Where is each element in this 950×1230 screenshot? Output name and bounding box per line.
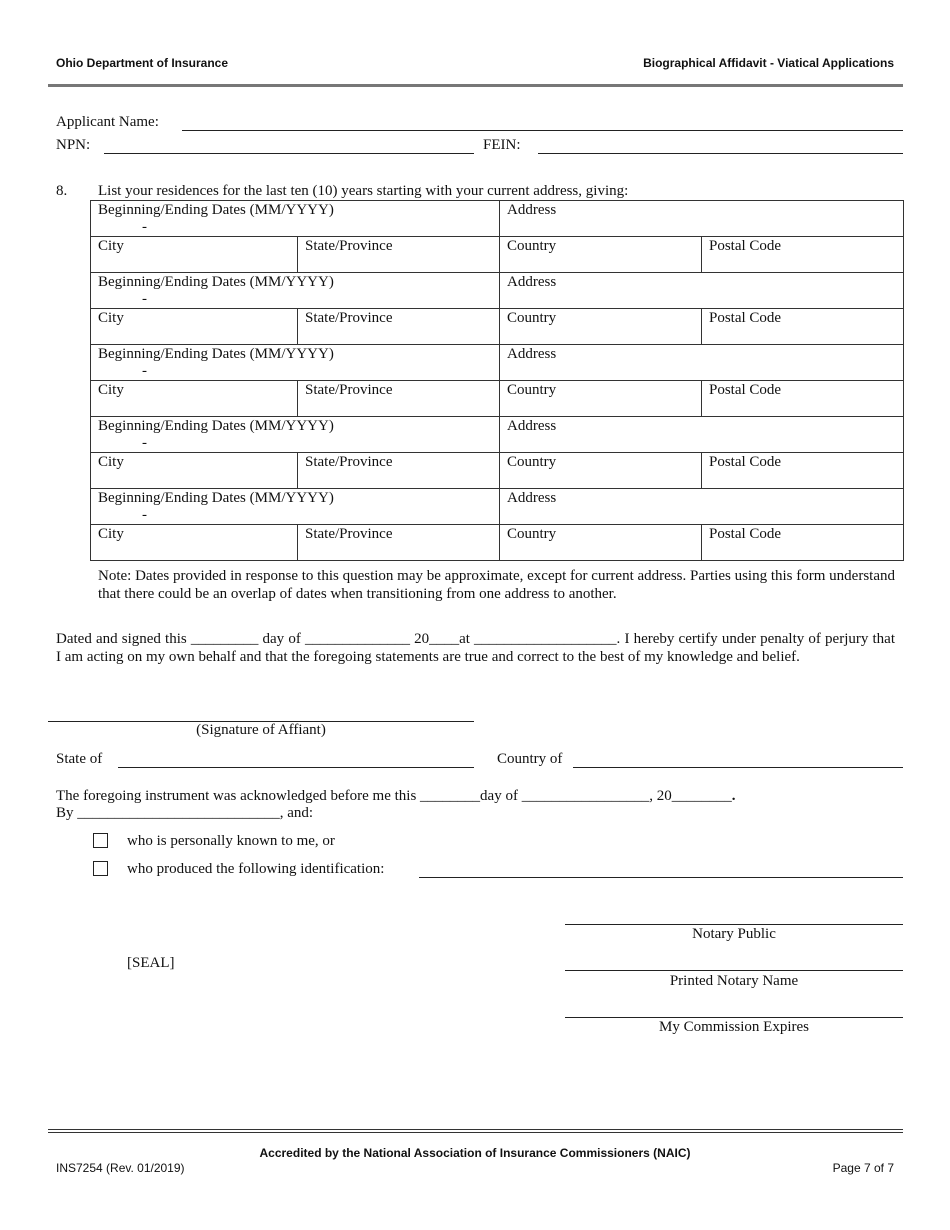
postal-label: Postal Code bbox=[709, 310, 782, 326]
applicant-name-field[interactable] bbox=[182, 130, 903, 131]
residence-note: Note: Dates provided in response to this question may be approximate, except for current address. Parties using this form understand that there could be an overlap of dates when transitioning from one address to another. bbox=[98, 568, 895, 602]
seal-placeholder: [SEAL] bbox=[127, 955, 175, 971]
notary-public-caption: Notary Public bbox=[692, 926, 776, 942]
dates-separator: - bbox=[142, 219, 147, 235]
state-label: State/Province bbox=[305, 454, 393, 470]
produced-identification-checkbox[interactable] bbox=[93, 861, 108, 876]
postal-cell[interactable] bbox=[702, 309, 904, 345]
acknowledgment-period: . bbox=[731, 788, 736, 804]
acknowledgment-line bbox=[56, 788, 735, 805]
dates-label: Beginning/Ending Dates (MM/YYYY) bbox=[98, 202, 334, 218]
state-cell[interactable] bbox=[298, 237, 500, 273]
country-label: Country bbox=[507, 526, 557, 542]
table-row bbox=[91, 201, 904, 237]
state-of-label: State of bbox=[56, 751, 103, 767]
address-label: Address bbox=[507, 490, 557, 506]
table-row bbox=[91, 309, 904, 345]
dates-label: Beginning/Ending Dates (MM/YYYY) bbox=[98, 346, 334, 362]
state-cell[interactable] bbox=[298, 525, 500, 561]
identification-field[interactable] bbox=[419, 877, 903, 878]
table-row bbox=[91, 453, 904, 489]
personally-known-checkbox[interactable] bbox=[93, 833, 108, 848]
table-row bbox=[91, 237, 904, 273]
postal-label: Postal Code bbox=[709, 382, 782, 398]
question-number: 8. bbox=[56, 183, 68, 199]
city-cell[interactable] bbox=[91, 381, 298, 417]
city-cell[interactable] bbox=[91, 525, 298, 561]
address-label: Address bbox=[507, 274, 557, 290]
postal-cell[interactable] bbox=[702, 237, 904, 273]
applicant-name-label: Applicant Name: bbox=[56, 114, 159, 130]
state-label: State/Province bbox=[305, 310, 393, 326]
city-label: City bbox=[98, 310, 124, 326]
dates-label: Beginning/Ending Dates (MM/YYYY) bbox=[98, 274, 334, 290]
state-cell[interactable] bbox=[298, 309, 500, 345]
npn-field[interactable] bbox=[104, 153, 474, 154]
produced-identification-label: who produced the following identification: bbox=[127, 861, 385, 877]
header-department: Ohio Department of Insurance bbox=[56, 56, 229, 70]
state-label: State/Province bbox=[305, 238, 393, 254]
dated-signed-statement: Dated and signed this _________ day of ______________ 20____at ___________________. I hereby certify under penalty of perjury that I am acting on my own behalf and that the foregoing statements are true and correct to the best of my knowledge and belief. bbox=[56, 631, 895, 665]
header-divider bbox=[48, 84, 903, 87]
state-of-field[interactable] bbox=[118, 767, 474, 768]
footer-page-number: Page 7 of 7 bbox=[832, 1161, 894, 1175]
country-of-label: Country of bbox=[497, 751, 563, 767]
country-label: Country bbox=[507, 454, 557, 470]
country-cell[interactable] bbox=[500, 525, 702, 561]
address-label: Address bbox=[507, 202, 557, 218]
city-label: City bbox=[98, 454, 124, 470]
address-cell[interactable] bbox=[500, 417, 904, 453]
city-label: City bbox=[98, 382, 124, 398]
npn-label: NPN: bbox=[56, 137, 91, 153]
dates-separator: - bbox=[142, 435, 147, 451]
footer-accreditation: Accredited by the National Association of Insurance Commissioners (NAIC) bbox=[259, 1146, 691, 1160]
dates-separator: - bbox=[142, 507, 147, 523]
postal-cell[interactable] bbox=[702, 525, 904, 561]
commission-expires-line[interactable] bbox=[565, 1017, 903, 1018]
commission-expires-caption: My Commission Expires bbox=[658, 1019, 809, 1035]
table-row bbox=[91, 273, 904, 309]
state-label: State/Province bbox=[305, 382, 393, 398]
postal-label: Postal Code bbox=[709, 454, 782, 470]
address-label: Address bbox=[507, 346, 557, 362]
dates-label: Beginning/Ending Dates (MM/YYYY) bbox=[98, 418, 334, 434]
city-cell[interactable] bbox=[91, 309, 298, 345]
table-row bbox=[91, 417, 904, 453]
dates-cell[interactable] bbox=[91, 273, 500, 309]
city-cell[interactable] bbox=[91, 453, 298, 489]
residences-table bbox=[90, 200, 904, 561]
signature-caption: (Signature of Affiant) bbox=[196, 722, 326, 738]
address-cell[interactable] bbox=[500, 273, 904, 309]
notary-signature-line[interactable] bbox=[565, 924, 903, 925]
table-row bbox=[91, 489, 904, 525]
city-cell[interactable] bbox=[91, 237, 298, 273]
footer-divider-top bbox=[48, 1129, 903, 1130]
dates-separator: - bbox=[142, 291, 147, 307]
dates-cell[interactable] bbox=[91, 417, 500, 453]
table-row bbox=[91, 525, 904, 561]
state-cell[interactable] bbox=[298, 453, 500, 489]
question-text: List your residences for the last ten (10) years starting with your current address, giving: bbox=[98, 183, 629, 199]
address-cell[interactable] bbox=[500, 489, 904, 525]
dates-cell[interactable] bbox=[91, 201, 500, 237]
country-label: Country bbox=[507, 238, 557, 254]
dates-cell[interactable] bbox=[91, 345, 500, 381]
footer-form-id: INS7254 (Rev. 01/2019) bbox=[56, 1161, 185, 1175]
header-form-title: Biographical Affidavit - Viatical Applications bbox=[643, 56, 894, 70]
dates-cell[interactable] bbox=[91, 489, 500, 525]
address-cell[interactable] bbox=[500, 201, 904, 237]
postal-label: Postal Code bbox=[709, 526, 782, 542]
address-label: Address bbox=[507, 418, 557, 434]
printed-notary-name-caption: Printed Notary Name bbox=[669, 973, 799, 989]
dates-separator: - bbox=[142, 363, 147, 379]
country-of-field[interactable] bbox=[573, 767, 903, 768]
printed-notary-name-line[interactable] bbox=[565, 970, 903, 971]
country-cell[interactable] bbox=[500, 453, 702, 489]
table-row bbox=[91, 345, 904, 381]
dates-label: Beginning/Ending Dates (MM/YYYY) bbox=[98, 490, 334, 506]
fein-label: FEIN: bbox=[483, 137, 521, 153]
city-label: City bbox=[98, 238, 124, 254]
acknowledgment-text: The foregoing instrument was acknowledged before me this ________day of _________________, 20________ bbox=[56, 788, 732, 804]
state-label: State/Province bbox=[305, 526, 393, 542]
state-cell[interactable] bbox=[298, 381, 500, 417]
postal-cell[interactable] bbox=[702, 453, 904, 489]
postal-label: Postal Code bbox=[709, 238, 782, 254]
city-label: City bbox=[98, 526, 124, 542]
acknowledgment-by-line: By ___________________________, and: bbox=[56, 805, 314, 821]
footer-divider-bottom bbox=[48, 1132, 903, 1133]
fein-field[interactable] bbox=[538, 153, 903, 154]
country-cell[interactable] bbox=[500, 381, 702, 417]
personally-known-label: who is personally known to me, or bbox=[127, 833, 335, 849]
country-label: Country bbox=[507, 382, 557, 398]
postal-cell[interactable] bbox=[702, 381, 904, 417]
country-label: Country bbox=[507, 310, 557, 326]
address-cell[interactable] bbox=[500, 345, 904, 381]
country-cell[interactable] bbox=[500, 309, 702, 345]
table-row bbox=[91, 381, 904, 417]
country-cell[interactable] bbox=[500, 237, 702, 273]
